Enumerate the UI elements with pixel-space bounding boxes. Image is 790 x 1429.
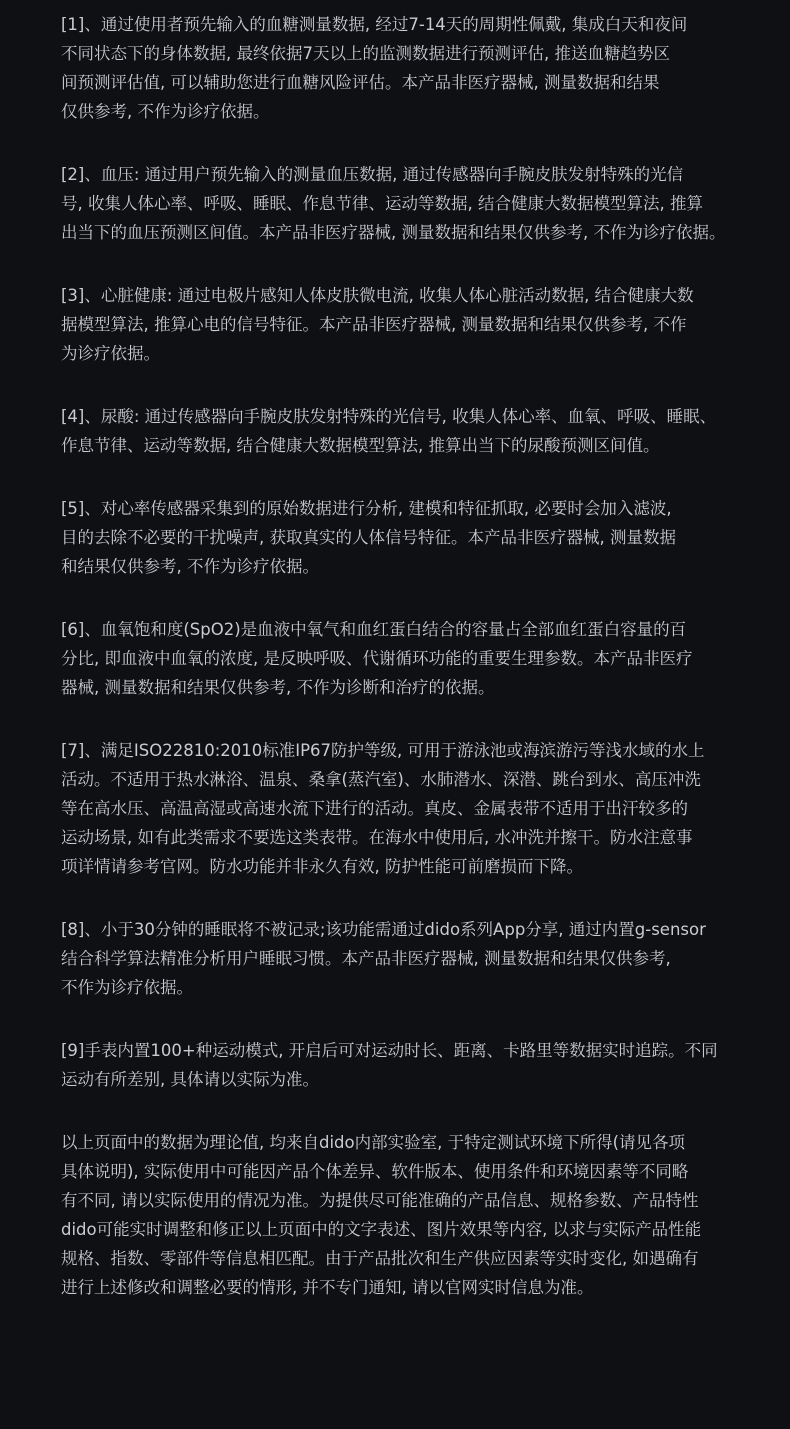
footnote-paragraph: [61, 160, 761, 247]
footnote-line: 器械, 测量数据和结果仅供参考, 不作为诊断和治疗的依据。: [61, 678, 495, 697]
footnote-line: 具体说明), 实际使用中可能因产品个体差异、软件版本、使用条件和环境因素等不同略: [61, 1162, 689, 1181]
footnote-line: 以上页面中的数据为理论值, 均来自dido内部实验室, 于特定测试环境下所得(请见各项: [61, 1133, 686, 1152]
footnote-paragraph: [61, 494, 761, 581]
footnote-line: 分比, 即血液中血氧的浓度, 是反映呼吸、代谢循环功能的重要生理参数。本产品非医疗: [61, 649, 693, 668]
footnote-line: [9]手表内置100+种运动模式, 开启后可对运动时长、距离、卡路里等数据实时追踪。不同: [61, 1041, 718, 1060]
footnotes-list: [61, 10, 761, 1336]
footnote-line: 间预测评估值, 可以辅助您进行血糖风险评估。本产品非医疗器械, 测量数据和结果: [61, 73, 660, 92]
footnote-line: [3]、心脏健康: 通过电极片感知人体皮肤微电流, 收集人体心脏活动数据, 结合健康大数: [61, 286, 694, 305]
footnote-line: 等在高水压、高温高湿或高速水流下进行的活动。真皮、金属表带不适用于出汗较多的: [61, 799, 688, 818]
footnote-line: 活动。不适用于热水淋浴、温泉、桑拿(蒸汽室)、水肺潜水、深潜、跳台到水、高压冲洗: [61, 770, 701, 789]
footnote-line: 运动场景, 如有此类需求不要选这类表带。在海水中使用后, 水冲洗并擦干。防水注意事: [61, 828, 693, 847]
footnote-line: [7]、满足ISO22810:2010标准IP67防护等级, 可用于游泳池或海滨游污等浅水域的水上: [61, 741, 705, 760]
footnote-line: 有不同, 请以实际使用的情况为准。为提供尽可能准确的产品信息、规格参数、产品特性: [61, 1191, 699, 1210]
footnote-paragraph: [61, 736, 761, 881]
footnote-paragraph: [61, 1036, 761, 1094]
footnote-line: 运动有所差别, 具体请以实际为准。: [61, 1070, 319, 1089]
footnote-paragraph: [61, 402, 761, 460]
footnote-line: 号, 收集人体心率、呼吸、睡眠、作息节律、运动等数据, 结合健康大数据模型算法, 推算: [61, 194, 703, 213]
footnote-line: 规格、指数、零部件等信息相匹配。由于产品批次和生产供应因素等实时变化, 如遇确有: [61, 1249, 699, 1268]
footnote-line: [6]、血氧饱和度(SpO2)是血液中氧气和血红蛋白结合的容量占全部血红蛋白容量的百: [61, 620, 687, 639]
footnote-paragraph: [61, 1128, 761, 1302]
footnote-line: [8]、小于30分钟的睡眠将不被记录;该功能需通过dido系列App分享, 通过内置g-sensor: [61, 920, 706, 939]
footnote-line: 结合科学算法精准分析用户睡眠习惯。本产品非医疗器械, 测量数据和结果仅供参考,: [61, 949, 671, 968]
footnote-paragraph: [61, 10, 761, 126]
footnote-line: 不同状态下的身体数据, 最终依据7天以上的监测数据进行预测评估, 推送血糖趋势区: [61, 44, 670, 63]
footnote-line: 据模型算法, 推算心电的信号特征。本产品非医疗器械, 测量数据和结果仅供参考, 不作: [61, 315, 687, 334]
footnote-line: 为诊疗依据。: [61, 344, 160, 363]
footnote-line: 进行上述修改和调整必要的情形, 并不专门通知, 请以官网实时信息为准。: [61, 1278, 594, 1297]
footnote-line: 和结果仅供参考, 不作为诊疗依据。: [61, 557, 319, 576]
footnote-line: 仅供参考, 不作为诊疗依据。: [61, 102, 270, 121]
footnote-line: [4]、尿酸: 通过传感器向手腕皮肤发射特殊的光信号, 收集人体心率、血氧、呼吸、睡眠、: [61, 407, 717, 426]
footnote-line: 目的去除不必要的干扰噪声, 获取真实的人体信号特征。本产品非医疗器械, 测量数据: [61, 528, 676, 547]
footnote-line: 不作为诊疗依据。: [61, 978, 193, 997]
footnote-paragraph: [61, 615, 761, 702]
footnote-line: 作息节律、运动等数据, 结合健康大数据模型算法, 推算出当下的尿酸预测区间值。: [61, 436, 660, 455]
footnote-line: 项详情请参考官网。防水功能并非永久有效, 防护性能可前磨损而下降。: [61, 857, 583, 876]
footnote-line: dido可能实时调整和修正以上页面中的文字表述、图片效果等内容, 以求与实际产品性能: [61, 1220, 702, 1239]
footnote-paragraph: [61, 915, 761, 1002]
footnote-paragraph: [61, 281, 761, 368]
footnote-line: [5]、对心率传感器采集到的原始数据进行分析, 建模和特征抓取, 必要时会加入滤波,: [61, 499, 672, 518]
footnote-line: [1]、通过使用者预先输入的血糖测量数据, 经过7-14天的周期性佩戴, 集成白天和夜间: [61, 15, 688, 34]
footnote-line: [2]、血压: 通过用户预先输入的测量血压数据, 通过传感器向手腕皮肤发射特殊的光信: [61, 165, 684, 184]
footnote-line: 出当下的血压预测区间值。本产品非医疗器械, 测量数据和结果仅供参考, 不作为诊疗依据。: [61, 223, 726, 242]
